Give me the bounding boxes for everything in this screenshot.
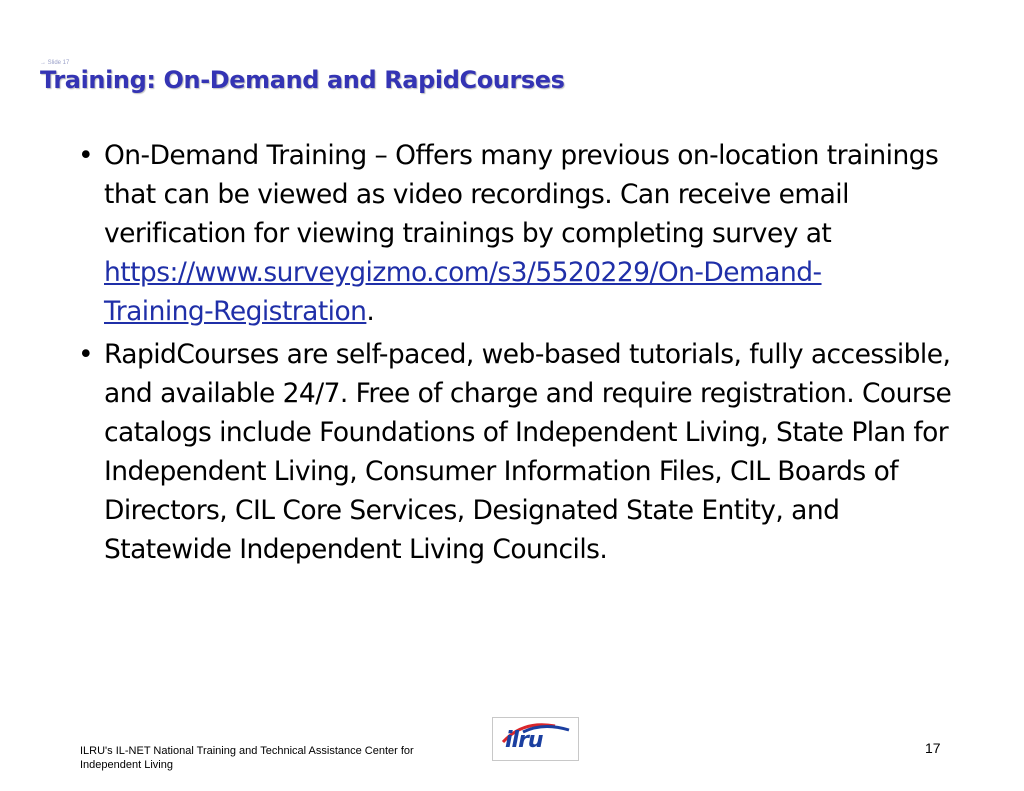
ilru-logo bbox=[492, 717, 579, 761]
bullet-icon: • bbox=[78, 140, 94, 171]
on-demand-text: On-Demand Training – Offers many previous on-location trainings that can be viewed as video recordings. Can receive email verification for viewing trainings by completing survey at bbox=[104, 140, 939, 249]
bullet-list bbox=[78, 136, 958, 573]
logo-text: ilru bbox=[505, 728, 543, 753]
survey-link[interactable] bbox=[104, 257, 822, 327]
footer-credit bbox=[80, 744, 460, 772]
bullet-item-rapidcourses bbox=[78, 335, 958, 569]
slide-label: → Slide 17 bbox=[40, 60, 70, 66]
rapidcourses-text: RapidCourses are self-paced, web-based tutorials, fully accessible, and available 24/7. Free of charge and require registration. Course catalogs include Foundations of Independent Living, State Plan for Independent Living, Consumer Information Files, CIL Boards of Directors, CIL Core Services, Designated State Entity, and Statewide Independent Living Councils. bbox=[104, 339, 952, 565]
slide-title: Training: On-Demand and RapidCourses bbox=[40, 66, 565, 94]
page-number: 17 bbox=[925, 740, 941, 756]
survey-link-line-2: Training-Registration bbox=[104, 296, 367, 327]
bullet-item-on-demand bbox=[78, 136, 958, 331]
footer-line-1: ILRU's IL-NET National Training and Technical Assistance Center for bbox=[80, 745, 414, 757]
on-demand-text-end: . bbox=[366, 296, 375, 327]
survey-link-line-1: https://www.surveygizmo.com/s3/5520229/On-Demand- bbox=[104, 257, 822, 288]
footer-line-2: Independent Living bbox=[80, 759, 173, 771]
bullet-icon: • bbox=[78, 339, 94, 370]
